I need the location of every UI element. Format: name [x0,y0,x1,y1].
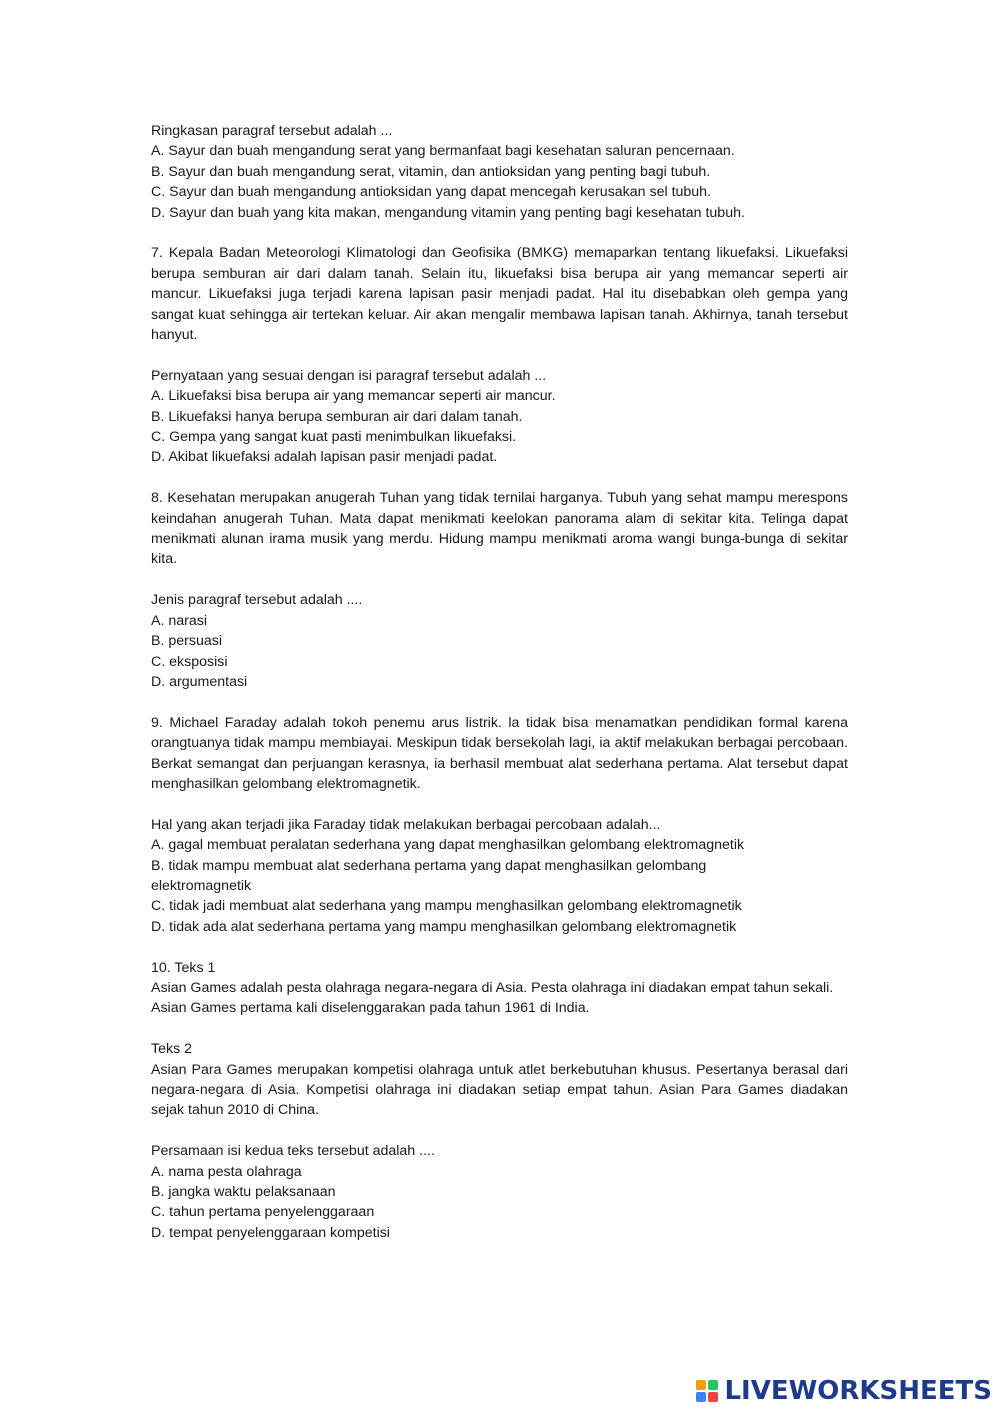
q10-text2: Asian Para Games merupakan kompetisi olahraga untuk atlet berkebutuhan khusus. Pesertanya berasal dari negara-negara di Asia. Kompetisi olahraga ini diadakan setiap empat tahun. Asian Para Games diadakan sejak tahun 2010 di China. [151,1061,848,1119]
worksheet-page [151,121,848,1243]
q9-prompt: Hal yang akan terjadi jika Faraday tidak melakukan berbagai percobaan adalah... [151,816,661,833]
q10-option-a[interactable]: A. nama pesta olahraga [151,1163,302,1180]
q10-text1: Asian Games adalah pesta olahraga negara-negara di Asia. Pesta olahraga ini diadakan empat tahun sekali. Asian Games pertama kali diselenggarakan pada tahun 1961 di India. [151,979,834,1017]
q9-option-b[interactable]: B. tidak mampu membuat alat sederhana pertama yang dapat menghasilkan gelombang elektromagnetik [151,857,707,894]
q9-option-a[interactable]: A. gagal membuat peralatan sederhana yang dapat menghasilkan gelombang elektromagnetik [151,837,745,854]
q9-option-d[interactable]: D. tidak ada alat sederhana pertama yang mampu menghasilkan gelombang elektromagnetik [151,918,737,935]
q7-paragraph: 7. Kepala Badan Meteorologi Klimatologi dan Geofisika (BMKG) memaparkan tentang likuefaksi. Likuefaksi berupa semburan air dari dalam tanah. Selain itu, likuefaksi bisa berupa air yang memancar seperti air mancur. Likuefaksi juga terjadi karena lapisan pasir menjadi padat. Hal itu disebabkan oleh gempa yang sangat kuat sehingga air tertekan keluar. Air akan mengalir membawa lapisan tanah. Akhirnya, tanah tersebut hanyut. [151,245,848,344]
q9-option-c[interactable]: C. tidak jadi membuat alat sederhana yang mampu menghasilkan gelombang elektromagnetik [151,898,742,915]
q10-option-b[interactable]: B. jangka waktu pelaksanaan [151,1183,336,1200]
q10-text2-heading: Teks 2 [151,1041,193,1058]
q8-paragraph: 8. Kesehatan merupakan anugerah Tuhan yang tidak ternilai harganya. Tubuh yang sehat mampu merespons keindahan anugerah Tuhan. Mata dapat menikmati keelokan panorama alam di sekitar kita. Telinga dapat menikmati alunan irama musik yang merdu. Hidung mampu menikmati aroma wangi bunga-bunga di sekitar kita. [151,490,848,568]
q7-option-d[interactable]: D. Akibat likuefaksi adalah lapisan pasir menjadi padat. [151,449,498,466]
logo-grid-icon [696,1380,718,1402]
q10-heading: 10. Teks 1 [151,959,216,976]
q8-prompt: Jenis paragraf tersebut adalah .... [151,592,363,609]
q10-option-d[interactable]: D. tempat penyelenggaraan kompetisi [151,1224,390,1241]
q6-prompt: Ringkasan paragraf tersebut adalah ... [151,123,393,139]
q7-option-c[interactable]: C. Gempa yang sangat kuat pasti menimbulkan likuefaksi. [151,429,517,446]
q6-option-b[interactable]: B. Sayur dan buah mengandung serat, vitamin, dan antioksidan yang penting bagi tubuh. [151,163,711,180]
q8-option-b[interactable]: B. persuasi [151,633,222,650]
q6-option-c[interactable]: C. Sayur dan buah mengandung antioksidan yang dapat mencegah kerusakan sel tubuh. [151,184,712,201]
q7-prompt: Pernyataan yang sesuai dengan isi paragraf tersebut adalah ... [151,367,547,384]
q6-option-d[interactable]: D. Sayur dan buah yang kita makan, mengandung vitamin yang penting bagi kesehatan tubuh. [151,204,745,221]
q7-option-b[interactable]: B. Likuefaksi hanya berupa semburan air dari dalam tanah. [151,408,523,425]
logo-square-1 [696,1380,706,1390]
brand-name: LIVEWORKSHEETS [724,1376,992,1406]
logo-square-2 [708,1380,718,1390]
q8-option-d[interactable]: D. argumentasi [151,673,248,690]
q9-paragraph: 9. Michael Faraday adalah tokoh penemu arus listrik. la tidak bisa menamatkan pendidikan formal karena orangtuanya tidak mampu membiayai. Meskipun tidak bersekolah lagi, ia aktif melakukan berbagai percobaan. Berkat semangat dan perjuangan kerasnya, ia berhasil membuat alat sederhana pertama. Alat tersebut dapat menghasilkan gelombang elektromagnetik. [151,714,848,792]
logo-square-3 [696,1392,706,1402]
q7-option-a[interactable]: A. Likuefaksi bisa berupa air yang memancar seperti air mancur. [151,388,556,405]
q8-option-a[interactable]: A. narasi [151,612,207,629]
q10-prompt: Persamaan isi kedua teks tersebut adalah .... [151,1143,435,1160]
q6-option-a[interactable]: A. Sayur dan buah mengandung serat yang bermanfaat bagi kesehatan saluran pencernaan. [151,143,735,160]
q8-option-c[interactable]: C. eksposisi [151,653,228,670]
liveworksheets-logo [696,1375,992,1407]
logo-square-4 [708,1392,718,1402]
q10-option-c[interactable]: C. tahun pertama penyelenggaraan [151,1204,375,1221]
